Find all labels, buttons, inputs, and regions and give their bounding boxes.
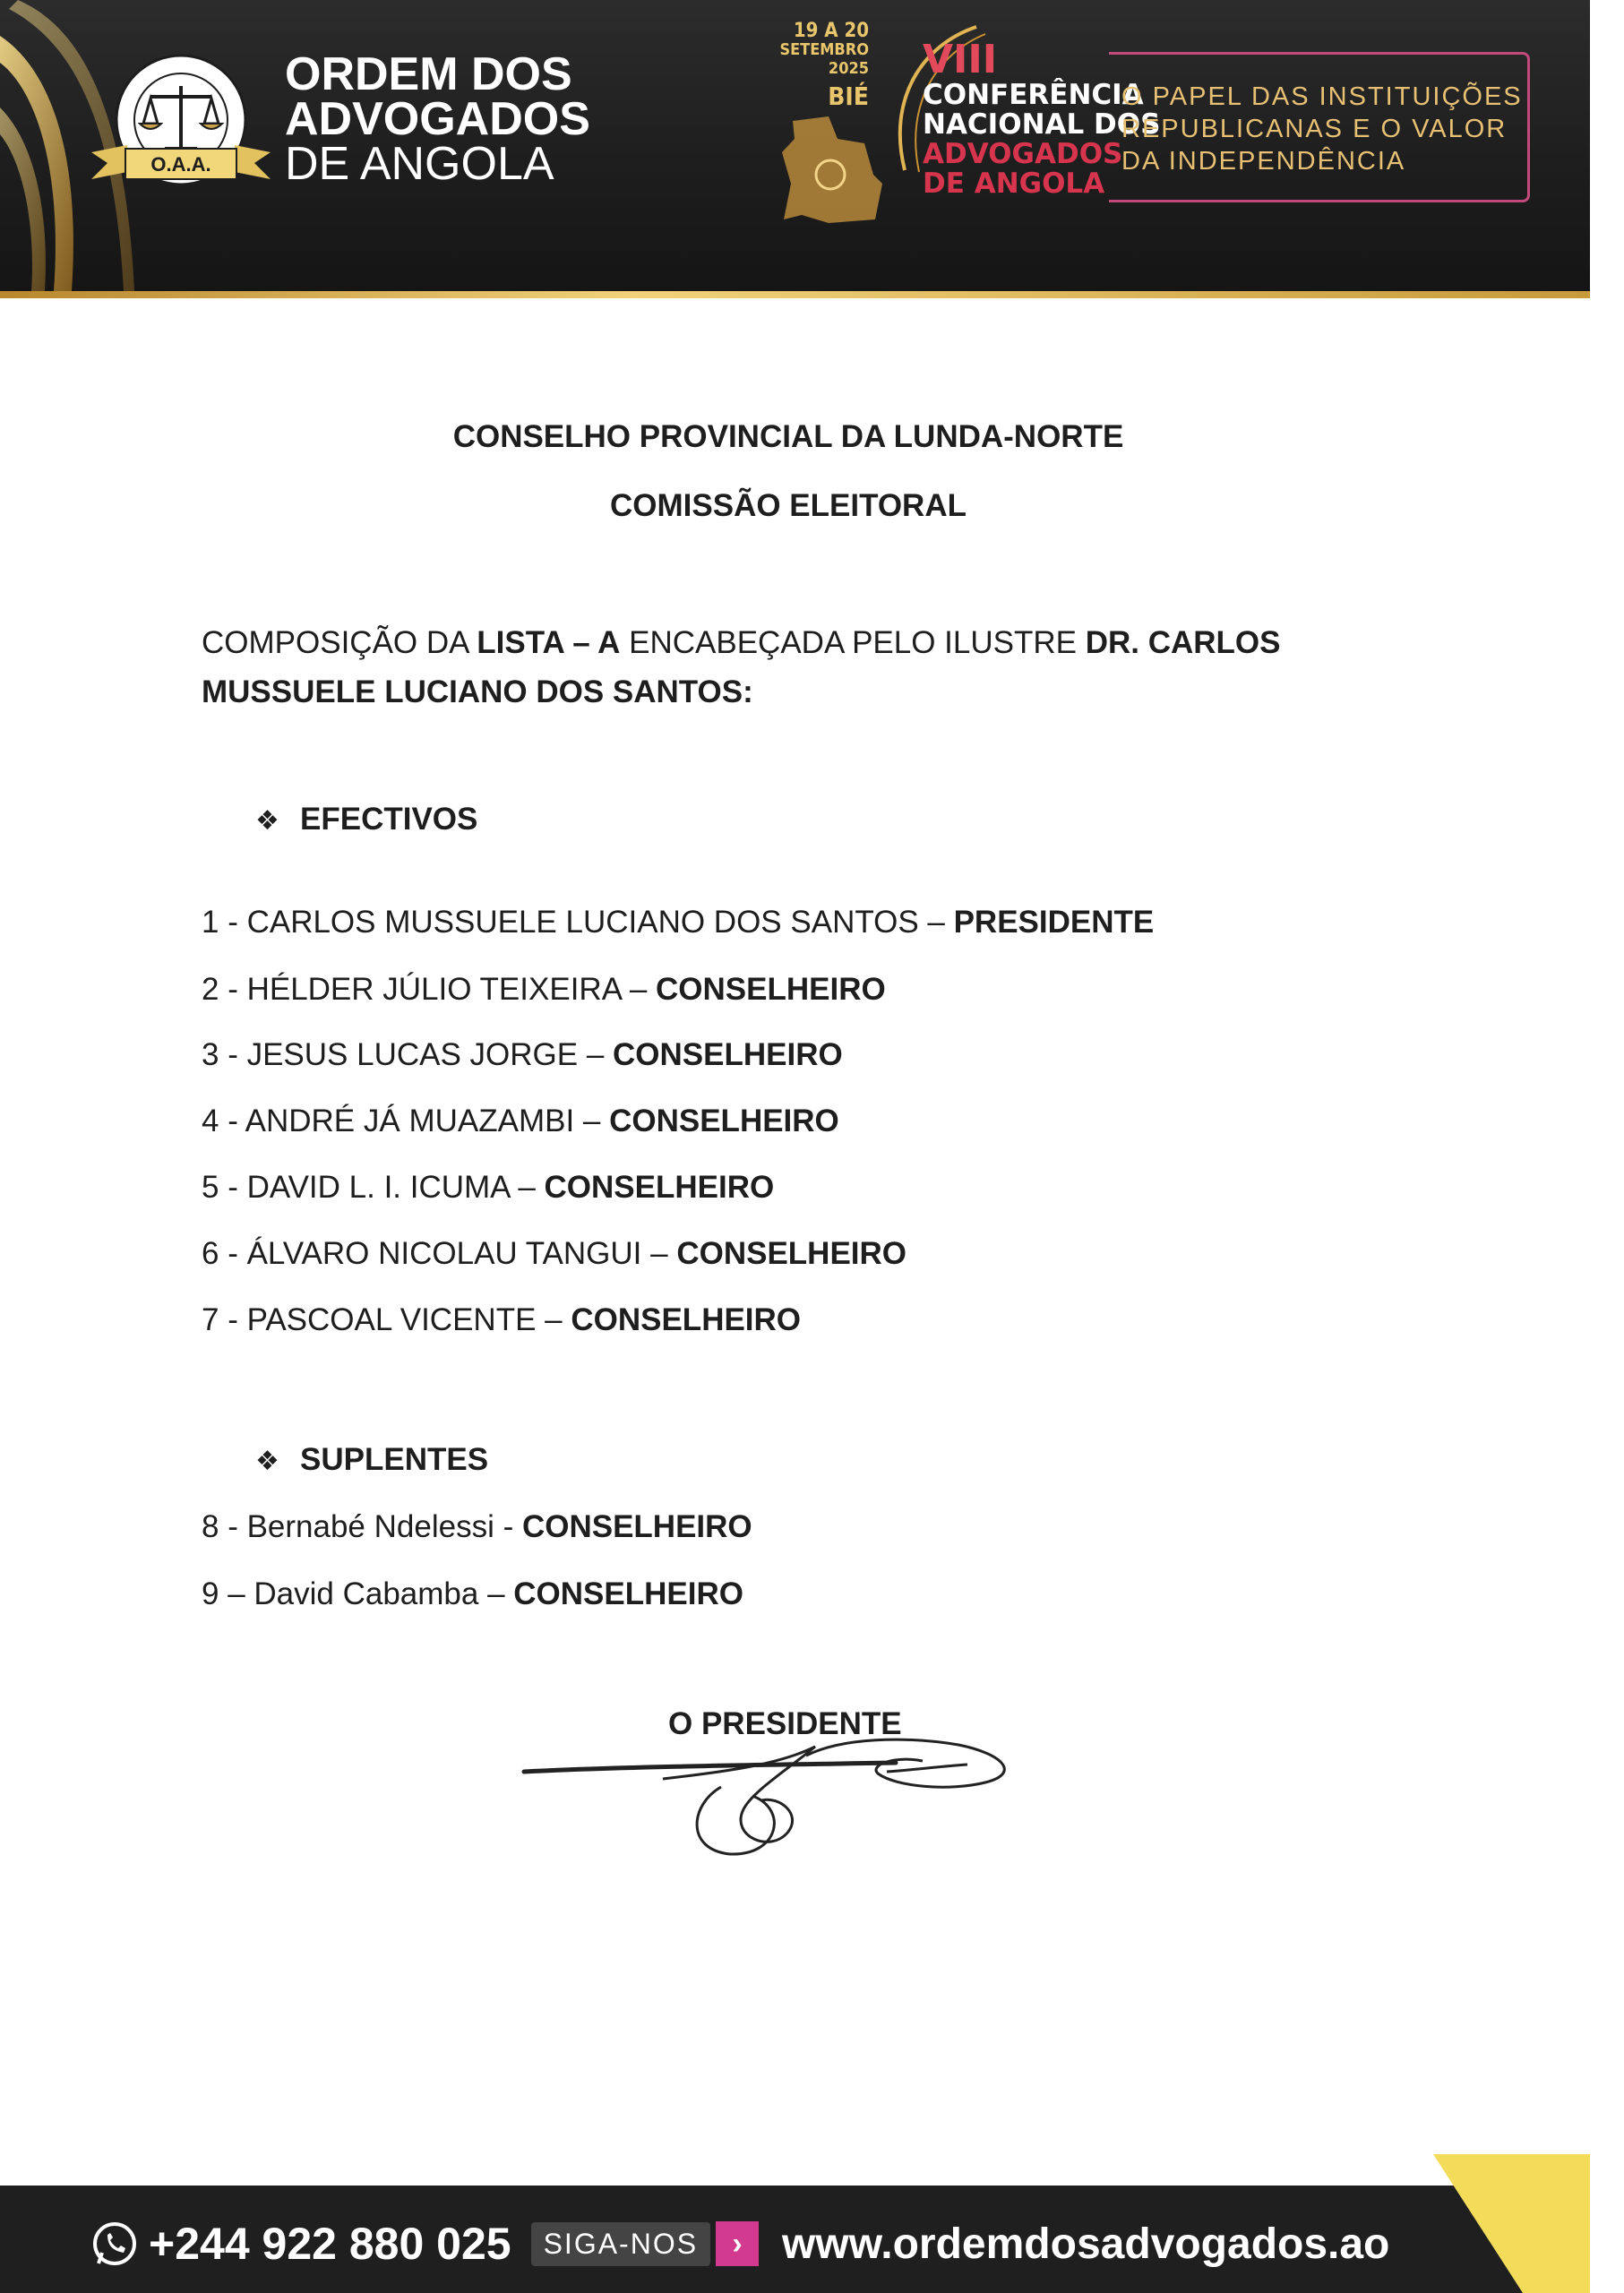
theme-line1: O PAPEL DAS INSTITUIÇÕES (1121, 82, 1523, 111)
alternates-heading (255, 1442, 488, 1478)
event-place: BIÉ (828, 82, 869, 111)
header-banner (0, 0, 1590, 291)
document-title: CONSELHO PROVINCIAL DA LUNDA-NORTE (452, 419, 1124, 454)
member-role: PRESIDENTE (953, 905, 1155, 940)
intro-text-1: COMPOSIÇÃO DA (202, 625, 477, 660)
seal-initials: O.A.A. (150, 153, 211, 176)
member-role: CONSELHEIRO (544, 1170, 775, 1205)
theme-line2: REPUBLICANAS E O VALOR (1121, 115, 1508, 143)
effectives-heading-label: EFECTIVOS (300, 802, 478, 837)
list-item (202, 972, 886, 1008)
chevron-right-icon: › (716, 2221, 759, 2266)
member-role: CONSELHEIRO (676, 1236, 907, 1271)
org-name-line2: ADVOGADOS (285, 93, 590, 145)
follow-us-label: SIGA-NOS (531, 2222, 710, 2266)
footer-gold-corner (1433, 2154, 1590, 2293)
conference-line4: DE ANGOLA (923, 167, 1105, 200)
member-role: CONSELHEIRO (513, 1576, 743, 1611)
footer-contact (90, 2212, 1389, 2275)
list-introduction (202, 618, 1438, 717)
header-gold-rule (0, 291, 1590, 298)
member-name: 4 - ANDRÉ JÁ MUAZAMBI – (202, 1104, 610, 1138)
conference-line2: NACIONAL DOS (923, 108, 1161, 141)
oaa-seal-logo (91, 47, 271, 208)
list-item (202, 905, 1154, 940)
list-item (202, 1037, 843, 1073)
president-signature (520, 1720, 1057, 1872)
list-item (202, 1302, 801, 1338)
event-year: 2025 (828, 59, 869, 78)
member-name: 5 - DAVID L. I. ICUMA – (202, 1170, 545, 1205)
member-role: CONSELHEIRO (613, 1037, 843, 1072)
member-name: 2 - HÉLDER JÚLIO TEIXEIRA – (202, 972, 657, 1007)
member-role: CONSELHEIRO (609, 1104, 839, 1138)
conference-theme (1121, 81, 1534, 177)
member-name: 8 - Bernabé Ndelessi - (202, 1509, 522, 1544)
member-role: CONSELHEIRO (656, 972, 886, 1007)
member-name: 7 - PASCOAL VICENTE – (202, 1302, 571, 1337)
member-role: CONSELHEIRO (571, 1302, 802, 1337)
conference-number: VIII (923, 37, 998, 82)
list-item (202, 1104, 839, 1139)
member-name: 1 - CARLOS MUSSUELE LUCIANO DOS SANTOS – (202, 905, 954, 940)
org-name-line1: ORDEM DOS (285, 48, 572, 100)
org-name-line3: DE ANGOLA (285, 138, 554, 190)
member-role: CONSELHEIRO (521, 1509, 752, 1544)
phone-number[interactable]: +244 922 880 025 (149, 2219, 511, 2269)
member-name: 9 – David Cabamba – (202, 1576, 514, 1611)
member-name: 3 - JESUS LUCAS JORGE – (202, 1037, 614, 1072)
list-item (202, 1509, 752, 1545)
effectives-heading (255, 802, 477, 837)
list-item (202, 1576, 743, 1612)
intro-list-name: LISTA – A (477, 625, 621, 660)
diamond-bullet-icon: ❖ (255, 1447, 279, 1476)
diamond-bullet-icon: ❖ (255, 806, 279, 836)
organization-name (285, 48, 590, 190)
signature-label: O PRESIDENTE (668, 1706, 902, 1741)
conference-line3: ADVOGADOS (923, 138, 1123, 170)
event-month: SETEMBRO (779, 40, 869, 59)
alternates-heading-label: SUPLENTES (300, 1442, 489, 1477)
whatsapp-icon (90, 2219, 140, 2269)
list-item (202, 1170, 774, 1206)
theme-line3: DA INDEPENDÊNCIA (1121, 147, 1406, 176)
event-days: 19 A 20 (793, 20, 869, 42)
intro-text-2: ENCABEÇADA PELO ILUSTRE (620, 625, 1086, 660)
member-name: 6 - ÁLVARO NICOLAU TANGUI – (202, 1236, 677, 1271)
intro-head-name: DR. CARLOS MUSSUELE LUCIANO DOS SANTOS: (202, 625, 1281, 709)
conference-line1: CONFERÊNCIA (923, 79, 1144, 111)
document-subtitle: COMISSÃO ELEITORAL (610, 488, 967, 523)
list-item (202, 1236, 907, 1272)
website-link[interactable]: www.ordemdosadvogados.ao (782, 2220, 1390, 2268)
